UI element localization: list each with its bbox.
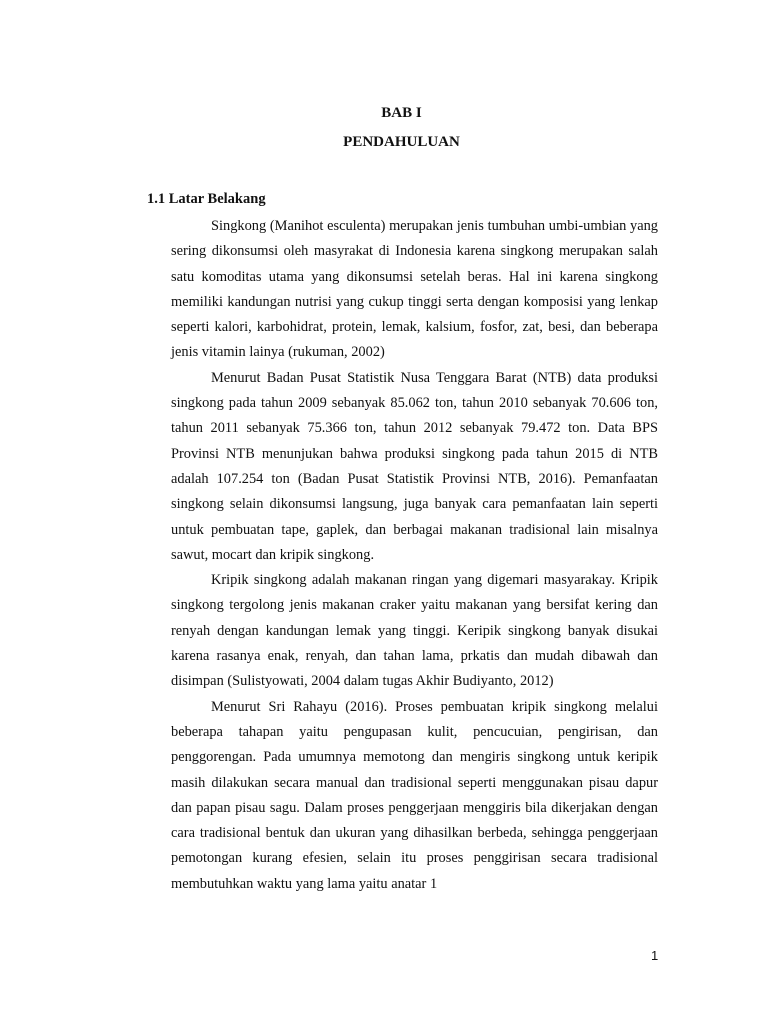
body-text xyxy=(171,214,658,897)
page-number: 1 xyxy=(651,948,659,963)
chapter-number: BAB I xyxy=(381,105,422,121)
paragraph-process: Menurut Sri Rahayu (2016). Proses pembuatan kripik singkong melalui beberapa tahapan yaitu pengupasan kulit, pencucuian, pengirisan, dan penggorengan. Pada umumnya memotong dan mengiris singkong untuk keripik masih dilakukan secara manual dan tradisional seperti menggunakan pisau dapur dan papan pisau sagu. Dalam proses penggerjaan menggiris bila dikerjakan dengan cara tradisional bentuk dan ukuran yang dihasilkan berbeda, sehingga penggerjaan pemotongan kurang efesien, selain itu proses penggirisan secara tradisional membutuhkan waktu yang lama yaitu anatar 1 xyxy=(171,698,658,892)
paragraph-intro: Singkong (Manihot esculenta) merupakan jenis tumbuhan umbi-umbian yang sering dikonsumsi oleh masyrakat di Indonesia karena singkong merupakan salah satu komoditas utama yang dikonsumsi setelah beras. Hal ini karena singkong memiliki kandungan nutrisi yang cukup tinggi serta dengan komposisi yang lenkap seperti kalori, karbohidrat, protein, lemak, kalsium, fosfor, zat, besi, dan beberapa jenis vitamin lainya (rukuman, 2002) xyxy=(171,218,658,361)
paragraph-statistics: Menurut Badan Pusat Statistik Nusa Tenggara Barat (NTB) data produksi singkong pada tahun 2009 sebanyak 85.062 ton, tahun 2010 sebanyak 70.606 ton, tahun 2011 sebanyak 75.366 ton, tahun 2012 sebanyak 79.472 ton. Data BPS Provinsi NTB menunjukan bahwa produksi singkong pada tahun 2015 di NTB adalah 107.254 ton (Badan Pusat Statistik Provinsi NTB, 2016). Pemanfaatan singkong selain dikonsumsi langsung, juga banyak cara pemanfaatan lain seperti untuk pembuatan tape, gaplek, dan berbagai makanan tradisional lain misalnya sawut, mocart dan kripik singkong. xyxy=(171,369,658,563)
chapter-title: PENDAHULUAN xyxy=(343,134,460,150)
paragraph-kripik: Kripik singkong adalah makanan ringan yang digemari masyarakay. Kripik singkong tergolong jenis makanan craker yaitu makanan yang bersifat kering dan renyah dengan kandungan lemak yang tinggi. Keripik singkong banyak disukai karena rasanya enak, renyah, dan tahan lama, prkatis dan mudah dibawah dan disimpan (Sulistyowati, 2004 dalam tugas Akhir Budiyanto, 2012) xyxy=(171,572,658,690)
section-heading: 1.1 Latar Belakang xyxy=(147,191,266,207)
